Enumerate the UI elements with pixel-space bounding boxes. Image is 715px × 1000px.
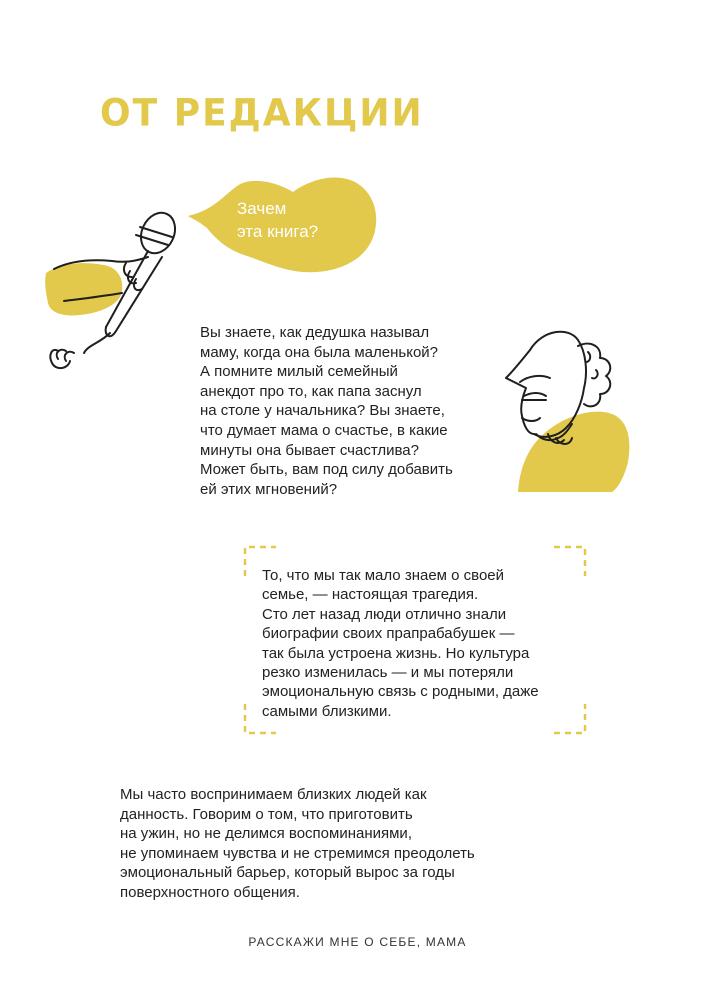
- text-line: семье, — настоящая трагедия.: [262, 586, 479, 604]
- text-line: самыми близкими.: [262, 702, 392, 720]
- text-line: Сто лет назад люди отлично знали: [262, 605, 507, 623]
- text-line: эмоциональную связь с родными, даже: [262, 683, 539, 701]
- hand-shape: [45, 263, 122, 315]
- text-line: что думает мама о счастье, в какие: [200, 421, 448, 439]
- text-line: ей этих мгновений?: [200, 480, 338, 498]
- text-line: поверхностного общения.: [120, 883, 300, 901]
- text-line: данность. Говорим о том, что приготовить: [120, 805, 413, 823]
- text-line: маму, когда она была маленькой?: [200, 343, 439, 361]
- intro-paragraph: [200, 323, 500, 499]
- text-line: анекдот про то, как папа заснул: [200, 382, 422, 400]
- text-line: биографии своих прапрабабушек —: [262, 625, 515, 643]
- text-line: резко изменилась — и мы потеряли: [262, 664, 514, 682]
- text-line: так была устроена жизнь. Но культура: [262, 644, 530, 662]
- bubble-question: [237, 197, 318, 243]
- running-footer: РАССКАЖИ МНЕ О СЕБЕ, МАМА: [248, 935, 467, 949]
- bubble-line: эта книга?: [237, 222, 319, 241]
- text-line: Мы часто воспринимаем близких людей как: [120, 786, 427, 803]
- grandfather-portrait-illustration: [492, 322, 637, 492]
- text-line: не упоминаем чувства и не стремимся преодолеть: [120, 844, 475, 862]
- microphone-hand-illustration: [40, 205, 190, 385]
- text-line: Может быть, вам под силу добавить: [200, 461, 453, 479]
- text-line: на столе у начальника? Вы знаете,: [200, 402, 445, 420]
- text-line: То, что мы так мало знаем о своей: [262, 567, 505, 584]
- text-line: минуты она бывает счастлива?: [200, 441, 419, 459]
- quote-paragraph: [262, 566, 582, 721]
- text-line: Вы знаете, как дедушка называл: [200, 324, 430, 341]
- shoulders-shape: [518, 412, 629, 492]
- bubble-line: Зачем: [237, 199, 287, 218]
- text-line: эмоциональный барьер, который вырос за годы: [120, 864, 455, 881]
- closing-paragraph: [120, 785, 540, 902]
- page-title: ОТ РЕДАКЦИИ: [100, 91, 424, 136]
- text-line: на ужин, но не делимся воспоминаниями,: [120, 825, 412, 842]
- text-line: А помните милый семейный: [200, 363, 398, 381]
